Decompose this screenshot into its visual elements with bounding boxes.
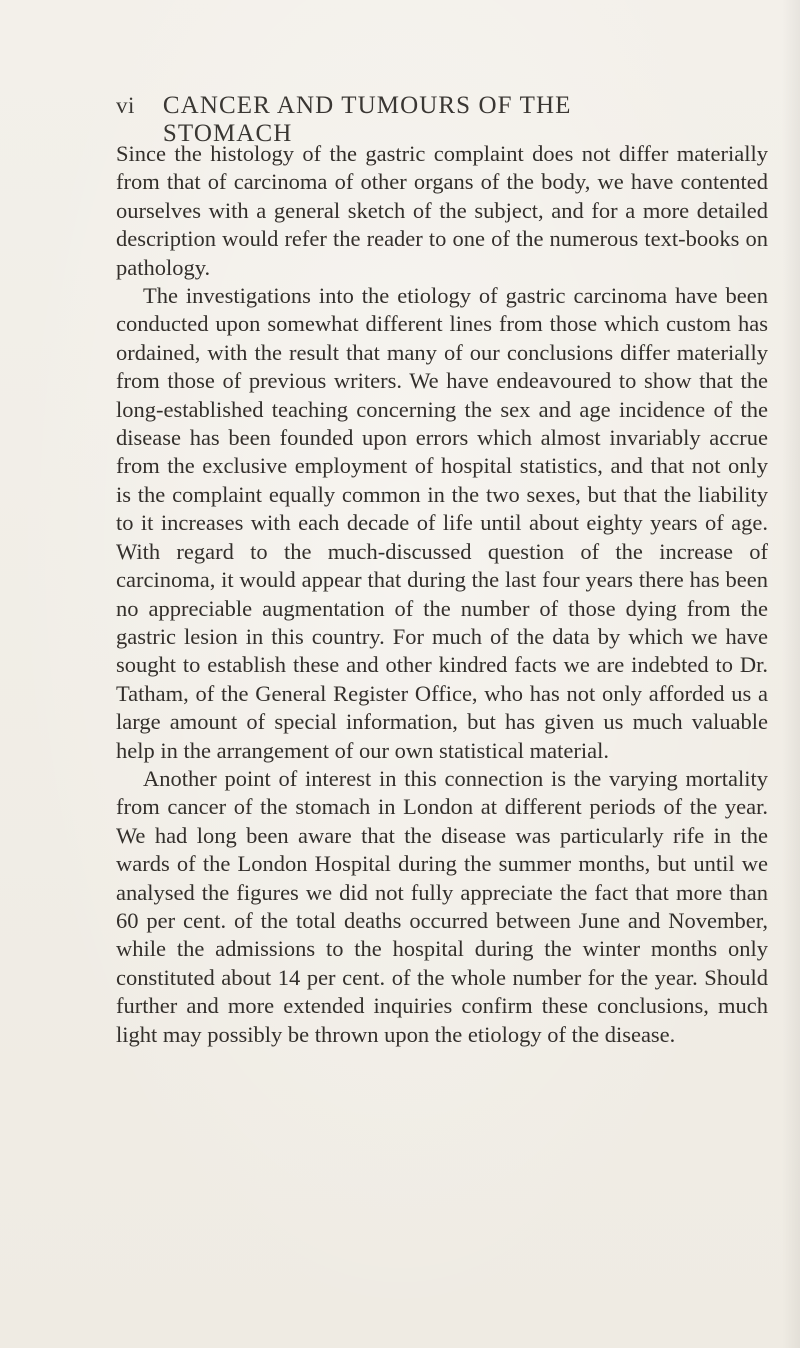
paragraph-histology: Since the histology of the gastric complaint does not differ materially from that of carcinoma of other organs of the body, we have contented ourselves with a general sketch of the subject, and for a more detailed description would refer the reader to one of the numerous text-books on pathology. (116, 141, 768, 280)
running-title: CANCER AND TUMOURS OF THE STOMACH (162, 92, 572, 147)
page-edge-shadow (782, 0, 800, 1348)
paragraph-etiology: The investigations into the etiology of gastric carcinoma have been conducted upon somewhat different lines from those which custom has ordained, with the result that many of our conclusions differ materially from those of previous writers. We have endeavoured to show that the long-established teaching concerning the sex and age incidence of the disease has been founded upon errors which almost invariably accrue from the exclusive employment of hospital statistics, and that not only is the complaint equally common in the two sexes, but that the liability to it increases with each decade of life until about eighty years of age. With regard to the much-discussed question of the increase of carcinoma, it would appear that during the last four years there has been no appreciable augmentation of the number of those dying from the gastric lesion in this country. For much of the data by which we have sought to establish these and other kindred facts we are indebted to Dr. Tatham, of the General Register Office, who has not only afforded us a large amount of special information, but has given us much valuable help in the arrangement of our own statistical material. (116, 283, 768, 763)
body-text (116, 140, 768, 1049)
paragraph-seasonal-mortality: Another point of interest in this connection is the varying mortality from cancer of the stomach in London at different periods of the year. We had long been aware that the disease was particularly rife in the wards of the London Hospital during the summer months, but until we analysed the figures we did not fully appreciate the fact that more than 60 per cent. of the total deaths occurred between June and November, while the admissions to the hospital during the winter months only constituted about 14 per cent. of the whole number for the year. Should further and more extended inquiries confirm these conclusions, much light may possibly be thrown upon the etiology of the disease. (116, 765, 768, 1047)
page-number: vi (116, 93, 135, 118)
